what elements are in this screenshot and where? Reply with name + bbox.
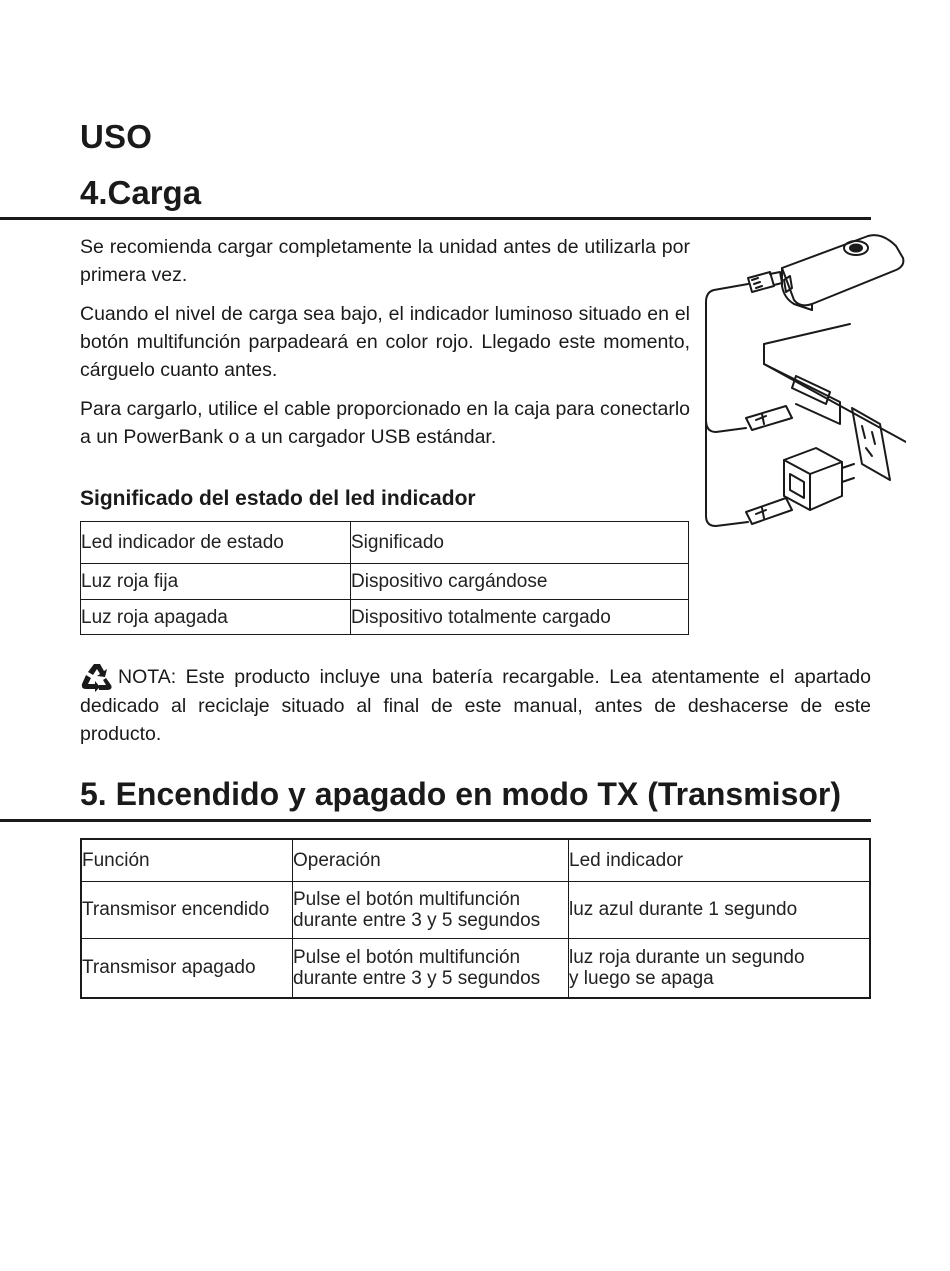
usb-adapter-drawing <box>784 448 854 510</box>
usb-plug-2 <box>746 498 792 524</box>
table-cell <box>293 881 569 938</box>
paragraph-3: Para cargarlo, utilice el cable proporcionado en la caja para conectarlo a un PowerBank o a un cargador USB estándar. <box>80 398 690 448</box>
table-row <box>81 564 689 600</box>
note-text: NOTA: Este producto incluye una batería recargable. Lea atentamente el apartado dedicado al reciclaje situado al final de este manual, antes de deshacerse de este producto. <box>80 666 871 745</box>
tx-function-table <box>80 838 871 999</box>
table-cell <box>569 938 871 998</box>
led-line-1: luz roja durante un segundo <box>569 946 805 968</box>
main-heading: USO <box>80 118 153 155</box>
charging-illustration <box>700 228 906 530</box>
table-cell: Transmisor encendido <box>81 881 293 938</box>
table-row <box>81 938 870 998</box>
operation-line-2: durante entre 3 y 5 segundos <box>293 909 541 931</box>
usb-plug-1 <box>746 406 792 430</box>
table-cell: Transmisor apagado <box>81 938 293 998</box>
table-header-cell: Led indicador <box>569 839 871 881</box>
operation-line-1: Pulse el botón multifunción <box>293 946 521 968</box>
recycle-icon <box>80 662 114 692</box>
section-4-title: 4.Carga <box>80 174 202 211</box>
table-header-row <box>81 839 870 881</box>
led-line-1: luz azul durante 1 segundo <box>569 899 798 920</box>
table-cell <box>569 881 871 938</box>
laptop-drawing <box>764 324 906 442</box>
table-header-row <box>81 522 689 564</box>
led-table-title: Significado del estado del led indicador <box>80 487 476 510</box>
section-5-rule <box>0 819 871 822</box>
table-cell: Dispositivo cargándose <box>351 564 689 600</box>
table-header-cell: Led indicador de estado <box>81 522 351 564</box>
table-header-cell: Significado <box>351 522 689 564</box>
table-cell: Dispositivo totalmente cargado <box>351 600 689 635</box>
section-5-title: 5. Encendido y apagado en modo TX (Transmisor) <box>80 776 842 812</box>
operation-line-2: durante entre 3 y 5 segundos <box>293 967 541 989</box>
table-header-cell: Función <box>81 839 293 881</box>
table-header-cell: Operación <box>293 839 569 881</box>
powerbank-drawing <box>782 235 903 310</box>
paragraph-1: Se recomienda cargar completamente la unidad antes de utilizarla por primera vez. <box>80 236 690 286</box>
table-row <box>81 881 870 938</box>
paragraph-2: Cuando el nivel de carga sea bajo, el indicador luminoso situado en el botón multifunción parpadeará en color rojo. Llegado este momento, cárguelo cuanto antes. <box>80 303 690 381</box>
table-row <box>81 600 689 635</box>
operation-line-1: Pulse el botón multifunción <box>293 888 521 910</box>
section-4-rule <box>0 217 871 220</box>
table-cell: Luz roja fija <box>81 564 351 600</box>
table-cell: Luz roja apagada <box>81 600 351 635</box>
recycling-note <box>80 662 871 748</box>
table-cell <box>293 938 569 998</box>
led-line-2: y luego se apaga <box>569 967 714 989</box>
wall-socket-drawing <box>852 408 890 480</box>
micro-usb-plug <box>748 272 782 292</box>
led-status-table <box>80 521 689 635</box>
